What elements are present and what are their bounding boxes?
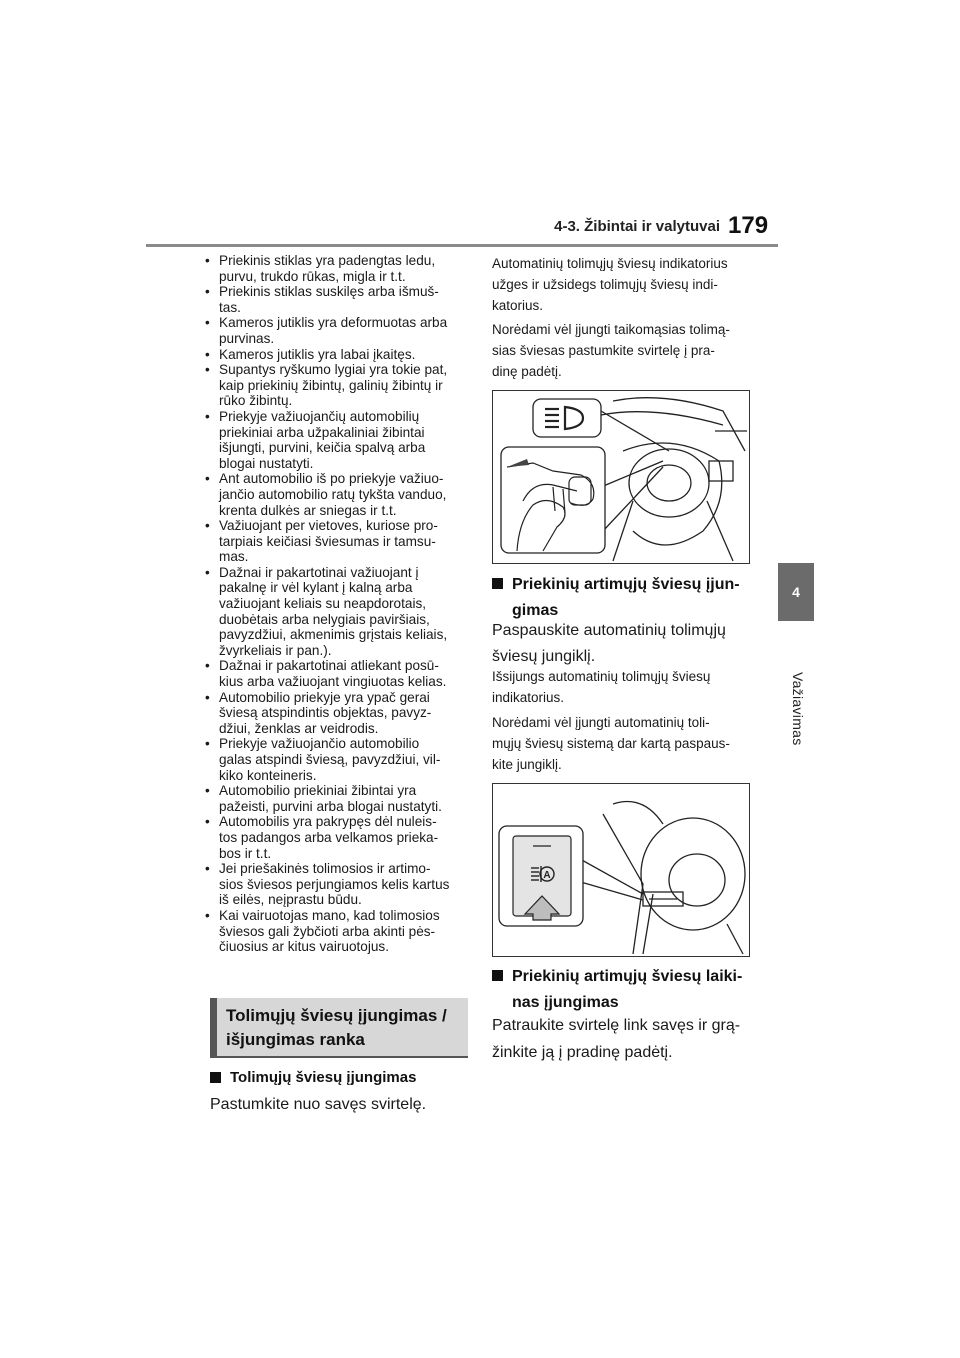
list-item-line: • Priekyje važiuojančių automobilių: [219, 408, 420, 424]
section-heading-underline: [210, 1056, 468, 1058]
list-item-line: • Automobilio priekiniai žibintai yra: [219, 783, 417, 799]
list-item-line: • Supantys ryškumo lygiai yra tokie pat,: [219, 362, 448, 378]
list-item-line: • Jei priešakinės tolimosios ir artimo-: [219, 861, 431, 877]
list-item-line: • Automobilis yra pakrypęs dėl nuleis-: [219, 814, 437, 830]
lever-drawing: [493, 391, 749, 563]
list-item: [205, 471, 471, 518]
chapter-tab: [778, 563, 814, 621]
square-bullet-icon: [492, 578, 503, 589]
list-item-line: • Priekinis stiklas yra padengtas ledu,: [219, 253, 436, 268]
list-item-line: duobėtais arba nelygiais paviršiais,: [219, 611, 430, 627]
list-item-line: iš eilės, neįprastu būdu.: [219, 892, 362, 908]
subheading-low-beam-on: Priekinių artimųjų šviesų įjun- gimas: [492, 572, 740, 624]
list-item-line: blogai nustatyti.: [219, 455, 314, 471]
svg-text:A: A: [543, 870, 551, 881]
header-divider: [146, 244, 778, 247]
list-item: [205, 518, 471, 565]
list-item: [205, 347, 471, 363]
list-item-line: tarpiais keičiasi šviesumas ir tamsu-: [219, 533, 436, 549]
list-item-line: šviesos gali žybčioti arba akinti pės-: [219, 923, 436, 939]
list-item-line: kiko konteineris.: [219, 767, 317, 783]
instruction-pull-lever: Patraukite svirtelę link savęs ir grą- žinkite ją į pradinę padėtį.: [492, 1017, 741, 1061]
list-item-line: • Kameros jutiklis yra deformuotas arba: [219, 315, 448, 331]
instruction-push-lever: Pastumkite nuo savęs svirtelę.: [210, 1096, 427, 1113]
list-item-line: tas.: [219, 299, 241, 315]
list-item-line: • Dažnai ir pakartotinai atliekant posū-: [219, 658, 439, 674]
list-item-line: žvyrkeliais ir pan.).: [219, 642, 332, 658]
list-item-line: kaip priekinių žibintų, galinių žibintų ir: [219, 377, 443, 393]
square-bullet-icon: [492, 970, 503, 981]
list-item-line: čiuosius ar kitus vairuotojus.: [219, 939, 389, 955]
list-item-line: kius arba važiuojant vingiuotas kelias.: [219, 674, 447, 690]
list-item-line: • Dažnai ir pakartotinai važiuojant į: [219, 564, 419, 580]
list-item-line: šviesą atspindintis objektas, pavyz-: [219, 705, 432, 721]
list-item-line: • Kai vairuotojas mano, kad tolimosios: [219, 907, 440, 923]
square-bullet-icon: [210, 1072, 221, 1083]
switch-drawing: [493, 784, 749, 956]
list-item-line: • Kameros jutiklis yra labai įkaitęs.: [219, 346, 416, 362]
list-item-line: • Ant automobilio iš po priekyje važiuo-: [219, 471, 444, 487]
list-item-line: purvinas.: [219, 330, 275, 346]
list-item-line: krenta dulkės ar sniegas ir t.t.: [219, 502, 397, 518]
list-item: [205, 565, 471, 659]
list-item: [205, 315, 471, 346]
list-item-line: • Priekyje važiuojančio automobilio: [219, 736, 420, 752]
list-item-line: jančio automobilio ratų tykšta vanduo,: [219, 486, 447, 502]
list-item-line: galas atspindi šviesą, pavyzdžiui, vil-: [219, 752, 441, 767]
list-item: [205, 814, 471, 861]
list-item-line: džiui, ženklas ar veidrodis.: [219, 720, 379, 736]
system-reenable-note: Norėdami vėl įjungti automatinių toli- mųjų šviesų sistemą dar kartą paspaus- kite jungiklį.: [492, 715, 730, 772]
page-number: 179: [728, 212, 769, 239]
section-heading-box: [210, 998, 468, 1056]
list-item-line: pavyzdžiui, akmenimis grįstais keliais,: [219, 627, 448, 643]
list-item-line: važiuojant keliais su neapdorotais,: [219, 596, 427, 612]
list-item-line: pakalnę ir vėl kylant į kalną arba: [219, 580, 413, 596]
list-item: [205, 690, 471, 737]
list-item-line: mas.: [219, 549, 249, 565]
list-item-line: išjungti, purvini, keičia spalvą arba: [219, 440, 426, 456]
list-item: [205, 908, 471, 955]
list-item-line: • Priekinis stiklas suskilęs arba išmuš-: [219, 284, 439, 300]
section-heading: Tolimųjų šviesų įjungimas / išjungimas ranka: [226, 1006, 447, 1049]
subheading-low-beam-temporary: Priekinių artimųjų šviesų laiki- nas įjungimas: [492, 964, 742, 1016]
list-item: [205, 658, 471, 689]
list-item: [205, 253, 471, 284]
list-item-line: tos padangos arba velkamos prieka-: [219, 829, 439, 845]
switch-illustration: [492, 783, 750, 957]
list-item-line: bos ir t.t.: [219, 845, 272, 861]
list-item: [205, 861, 471, 908]
list-item: [205, 362, 471, 409]
list-item-line: pažeisti, purvini arba blogai nustatyti.: [219, 798, 442, 814]
list-item-line: purvu, trukdo rūkas, migla ir t.t.: [219, 268, 406, 284]
subheading-high-beam-on: Tolimųjų šviesų įjungimas: [210, 1068, 416, 1088]
chapter-label: Važiavimas: [790, 672, 806, 746]
list-item-line: sios šviesos perjungiamos kelis kartus: [219, 876, 450, 892]
list-item-line: • Automobilio priekyje yra ypač gerai: [219, 689, 430, 705]
reenable-note: Norėdami vėl įjungti taikomąsias tolimą- sias šviesas pastumkite svirtelę į pra- dinę padėtį.: [492, 322, 730, 379]
list-item-line: priekiniai arba užpakaliniai žibintai: [219, 424, 425, 440]
section-title: 4-3. Žibintai ir valytuvai: [554, 218, 720, 235]
instruction-press-switch: Paspauskite automatinių tolimųjų šviesų jungiklį.: [492, 622, 726, 665]
section-heading-bar: [210, 998, 217, 1056]
list-item: [205, 736, 471, 783]
chapter-number: 4: [792, 584, 800, 600]
list-item: [205, 284, 471, 315]
indicator-note: Automatinių tolimųjų šviesų indikatorius užges ir užsidegs tolimųjų šviesų indi- katorius.: [492, 256, 728, 313]
list-item: [205, 783, 471, 814]
list-item-line: • Važiuojant per vietoves, kuriose pro-: [219, 518, 438, 534]
indicator-off-note: Išsijungs automatinių tolimųjų šviesų indikatorius.: [492, 669, 711, 705]
list-item: [205, 409, 471, 471]
lever-illustration: [492, 390, 750, 564]
condition-list: [205, 253, 471, 955]
list-item-line: rūko žibintų.: [219, 393, 293, 409]
